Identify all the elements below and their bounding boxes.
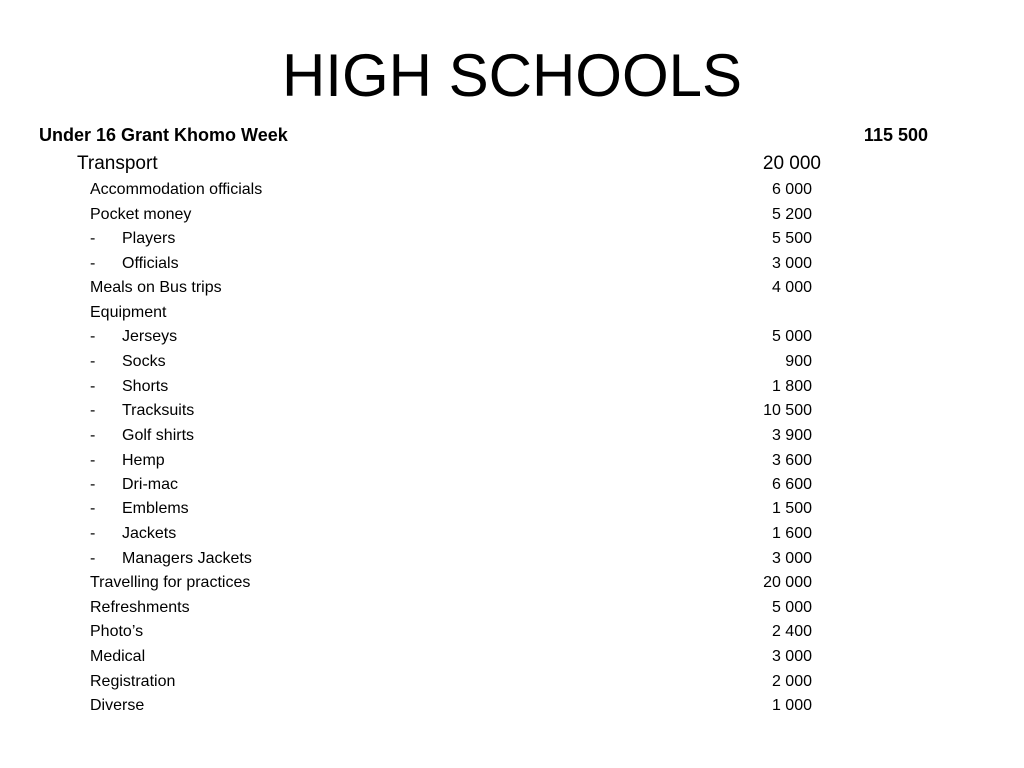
budget-row-value: 1 500: [771, 500, 812, 517]
budget-row-label: Registration: [90, 673, 176, 690]
budget-row: [0, 596, 1024, 620]
transport-label: Transport: [77, 153, 158, 174]
budget-row-label: Pocket money: [90, 206, 192, 223]
section-label: Under 16 Grant Khomo Week: [39, 125, 288, 145]
bullet-dash: -: [90, 353, 96, 370]
budget-row: [0, 547, 1024, 571]
budget-row-value: 3 000: [771, 550, 812, 567]
budget-row-value: 3 000: [771, 255, 812, 272]
transport-value: 20 000: [762, 153, 821, 174]
bullet-dash: -: [90, 452, 96, 469]
budget-row-label: Tracksuits: [122, 402, 195, 419]
budget-row: [0, 301, 1024, 325]
budget-row-label: Travelling for practices: [90, 574, 251, 591]
budget-row-value: 5 000: [771, 599, 812, 616]
budget-row-label: Socks: [122, 353, 166, 370]
budget-row-value: 4 000: [771, 279, 812, 296]
budget-row-label: Jackets: [122, 525, 177, 542]
budget-row: [0, 497, 1024, 521]
budget-row-value: 5 200: [771, 206, 812, 223]
bullet-dash: -: [90, 255, 96, 272]
budget-row-label: Diverse: [90, 697, 145, 714]
budget-row-value: 5 500: [771, 230, 812, 247]
budget-row: [0, 276, 1024, 300]
budget-row-label: Jerseys: [122, 328, 178, 345]
transport-row: [0, 152, 1024, 176]
budget-row-label: Hemp: [122, 452, 165, 469]
bullet-dash: -: [90, 427, 96, 444]
budget-row-label: Golf shirts: [122, 427, 195, 444]
budget-row: [0, 227, 1024, 251]
budget-row-value: 2 000: [771, 673, 812, 690]
bullet-dash: -: [90, 402, 96, 419]
section-row: [0, 123, 1024, 147]
budget-row-value: 2 400: [771, 623, 812, 640]
budget-row: [0, 252, 1024, 276]
budget-row: [0, 375, 1024, 399]
budget-row-value: 10 500: [763, 402, 812, 419]
budget-row-value: 20 000: [763, 574, 812, 591]
budget-row-value: 5 000: [771, 328, 812, 345]
budget-row: [0, 522, 1024, 546]
budget-row-label: Shorts: [122, 378, 169, 395]
budget-row: [0, 473, 1024, 497]
budget-row: [0, 325, 1024, 349]
budget-row-label: Refreshments: [90, 599, 190, 616]
budget-row-value: 6 600: [771, 476, 812, 493]
budget-row: [0, 350, 1024, 374]
budget-row-value: 1 000: [771, 697, 812, 714]
budget-row-label: Officials: [122, 255, 179, 272]
bullet-dash: -: [90, 500, 96, 517]
budget-row: [0, 178, 1024, 202]
bullet-dash: -: [90, 378, 96, 395]
budget-row-label: Emblems: [122, 500, 189, 517]
slide-title: HIGH SCHOOLS: [281, 42, 743, 109]
budget-row: [0, 694, 1024, 718]
budget-row-label: Players: [122, 230, 176, 247]
budget-row-label: Photo’s: [90, 623, 144, 640]
budget-row-value: 3 900: [771, 427, 812, 444]
budget-row: [0, 203, 1024, 227]
budget-row: [0, 399, 1024, 423]
budget-row-value: 900: [785, 353, 812, 370]
budget-row-label: Dri-mac: [122, 476, 178, 493]
budget-row: [0, 645, 1024, 669]
budget-row-label: Accommodation officials: [90, 181, 263, 198]
budget-row-label: Managers Jackets: [122, 550, 252, 567]
budget-row: [0, 424, 1024, 448]
budget-row: [0, 449, 1024, 473]
budget-row: [0, 571, 1024, 595]
budget-row-value: 3 600: [771, 452, 812, 469]
bullet-dash: -: [90, 550, 96, 567]
budget-row: [0, 670, 1024, 694]
budget-row-value: 1 800: [771, 378, 812, 395]
budget-row-value: 3 000: [771, 648, 812, 665]
bullet-dash: -: [90, 476, 96, 493]
bullet-dash: -: [90, 230, 96, 247]
section-total: 115 500: [863, 125, 928, 145]
budget-row-value: 1 600: [771, 525, 812, 542]
budget-row: [0, 620, 1024, 644]
budget-row-label: Medical: [90, 648, 146, 665]
bullet-dash: -: [90, 328, 96, 345]
budget-row-label: Equipment: [90, 304, 167, 321]
budget-row-value: 6 000: [771, 181, 812, 198]
budget-row-label: Meals on Bus trips: [90, 279, 222, 296]
bullet-dash: -: [90, 525, 96, 542]
